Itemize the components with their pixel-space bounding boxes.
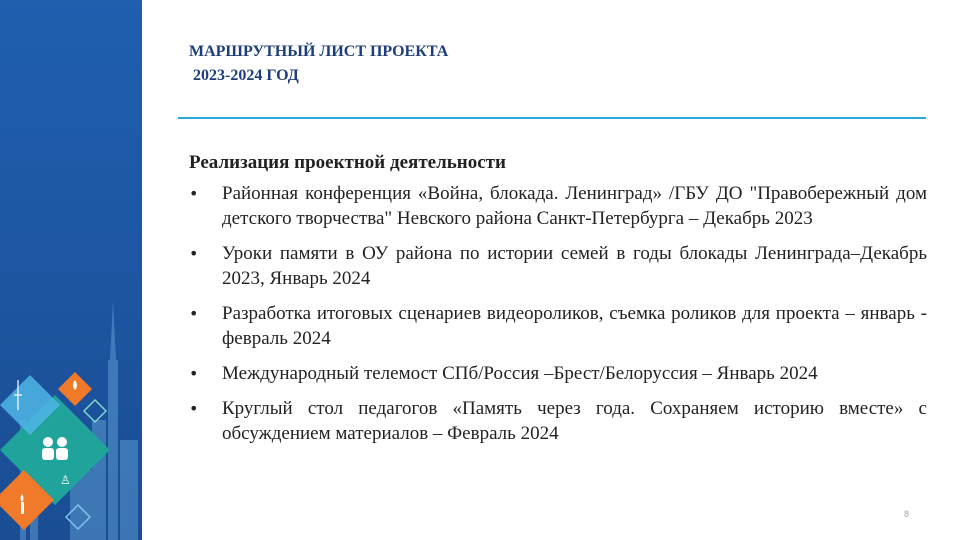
list-item: [189, 241, 927, 291]
page-number: 8: [904, 509, 910, 519]
bullet-marker: •: [189, 184, 199, 203]
title-line-1: МАРШРУТНЫЙ ЛИСТ ПРОЕКТА: [189, 43, 449, 60]
main-content: [189, 150, 927, 456]
bullet-marker: •: [189, 244, 199, 263]
outline-diamond: [84, 400, 106, 422]
project-items-list: [189, 181, 927, 446]
list-item: [189, 361, 927, 386]
list-item-text: Международный телемост СПб/Россия –Брест/Белоруссия – Январь 2024: [222, 363, 818, 384]
title-line-2: 2023-2024 ГОД: [189, 67, 299, 84]
bullet-marker: •: [189, 364, 199, 383]
title-divider: [178, 117, 926, 119]
bullet-marker: •: [189, 399, 199, 418]
list-item: [189, 301, 927, 351]
list-item: [189, 181, 927, 231]
page-title: [189, 40, 789, 88]
list-item: [189, 396, 927, 446]
list-item-text: Круглый стол педагогов «Память через года. Сохраняем историю вместе» с обсуждением материалов – Февраль 2024: [222, 398, 927, 444]
sidebar-graphic: [0, 0, 142, 540]
list-item-text: Районная конференция «Война, блокада. Ленинград» /ГБУ ДО "Правобережный дом детского творчества" Невского района Санкт-Петербурга – Декабрь 2023: [222, 183, 927, 229]
list-item-text: Уроки памяти в ОУ района по истории семей в годы блокады Ленинграда–Декабрь 2023, Январь 2024: [222, 243, 927, 289]
svg-text:♙: ♙: [60, 473, 71, 487]
decorative-sidebar: [0, 0, 142, 540]
section-heading: Реализация проектной деятельности: [189, 152, 506, 173]
list-item-text: Разработка итоговых сценариев видеороликов, съемка роликов для проекта – январь - февраль 2024: [222, 303, 927, 349]
bullet-marker: •: [189, 304, 199, 323]
star-icon: [60, 473, 71, 487]
